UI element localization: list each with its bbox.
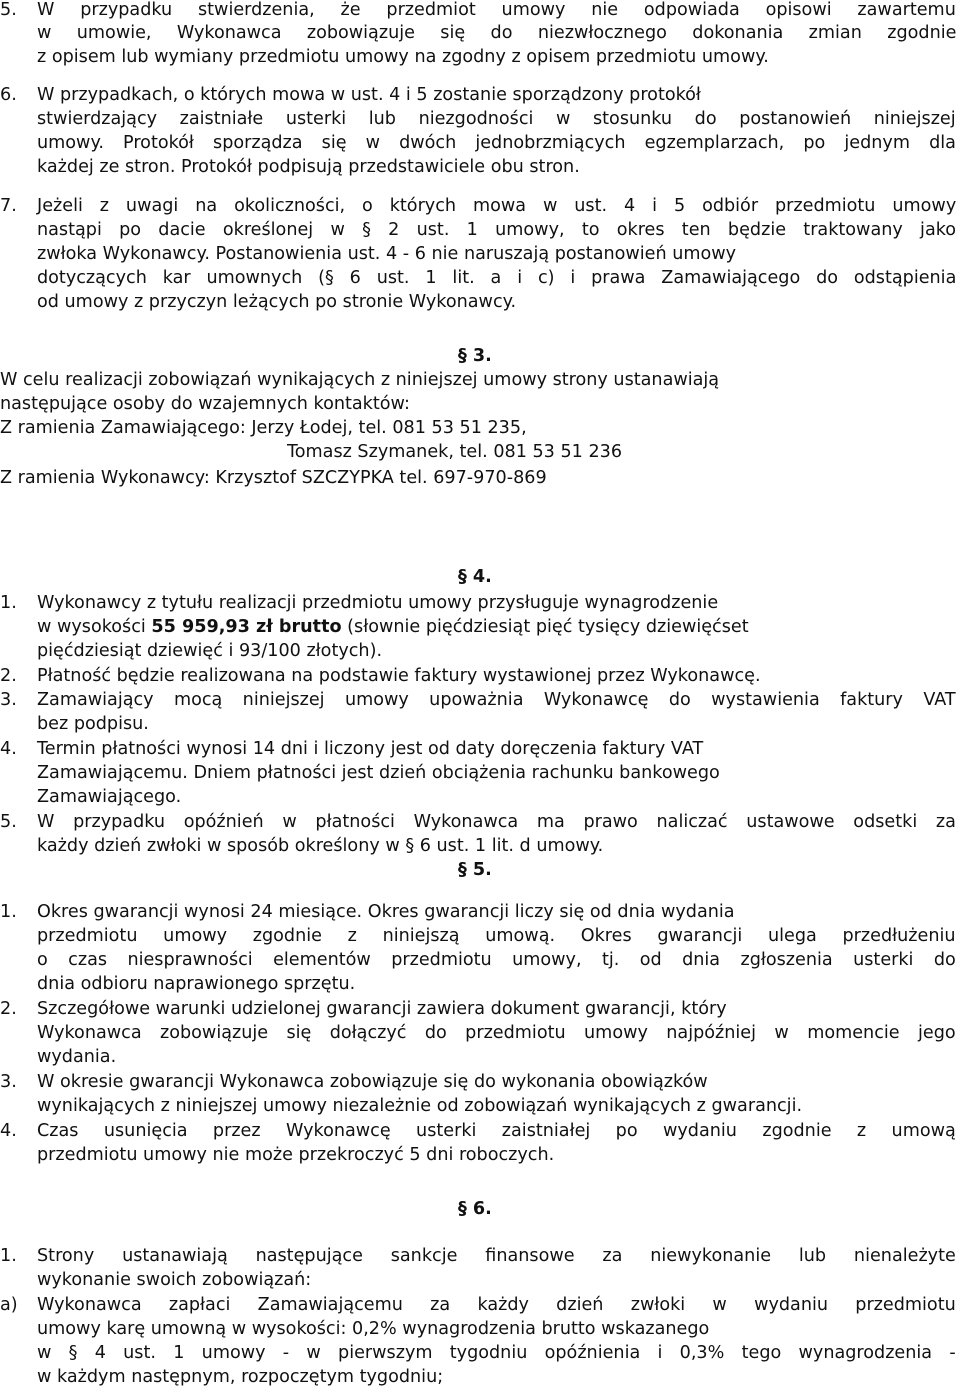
amount-bold: 55 959,93 zł brutto	[151, 617, 342, 637]
item-number: 7.	[0, 196, 17, 216]
item-number: 2.	[0, 999, 17, 1019]
item-number: 1.	[0, 902, 17, 922]
text-line: W przypadku stwierdzenia, że przedmiot umowy nie odpowiada opisowi zawartemu	[37, 0, 956, 20]
text-line: przedmiotu umowy nie może przekroczyć 5 dni roboczych.	[37, 1145, 555, 1165]
text-line: umowy. Protokół sporządza się w dwóch jednobrzmiących egzemplarzach, po jednym dla	[37, 133, 956, 153]
text-span: w wysokości	[37, 617, 152, 637]
text-line: W okresie gwarancji Wykonawca zobowiązuje się do wykonania obowiązków	[37, 1072, 708, 1092]
text-line: bez podpisu.	[37, 714, 149, 734]
item-number: a)	[0, 1295, 18, 1315]
section-heading: § 4.	[458, 567, 492, 587]
item-number: 5.	[0, 812, 17, 832]
text-span: (słownie pięćdziesiąt pięć tysięcy dziewięćset	[341, 617, 749, 637]
section-heading: § 5.	[458, 860, 492, 880]
text-line: Zamawiającemu. Dniem płatności jest dzień obciążenia rachunku bankowego	[37, 763, 720, 783]
text-line: w § 4 ust. 1 umowy - w pierwszym tygodniu opóźnienia i 0,3% tego wynagrodzenia -	[37, 1343, 956, 1363]
text-line: umowy karę umowną w wysokości: 0,2% wynagrodzenia brutto wskazanego	[37, 1319, 710, 1339]
text-line: w każdym następnym, rozpoczętym tygodniu;	[37, 1367, 444, 1387]
item-number: 3.	[0, 690, 17, 710]
text-line: Zamawiającego.	[37, 787, 182, 807]
text-line: Wykonawca zapłaci Zamawiającemu za każdy dzień zwłoki w wydaniu przedmiotu	[37, 1295, 956, 1315]
text-line	[37, 615, 749, 639]
text-line: Czas usunięcia przez Wykonawcę usterki zaistniałej po wydaniu zgodnie z umową	[37, 1121, 956, 1141]
text-line: Termin płatności wynosi 14 dni i liczony jest od daty doręczenia faktury VAT	[37, 739, 704, 759]
item-number: 5.	[0, 0, 17, 20]
text-line: wydania.	[37, 1047, 117, 1067]
item-number: 6.	[0, 85, 17, 105]
text-line: każdej ze stron. Protokół podpisują przedstawiciele obu stron.	[37, 157, 580, 177]
text-line: W celu realizacji zobowiązań wynikających z niniejszej umowy strony ustanawiają	[0, 370, 720, 390]
text-line: dotyczących kar umownych (§ 6 ust. 1 lit. a i c) i prawa Zamawiającego do odstąpienia	[37, 268, 957, 288]
text-line: o czas niesprawności elementów przedmiotu umowy, tj. od dnia zgłoszenia usterki do	[37, 950, 956, 970]
item-number: 4.	[0, 1121, 17, 1141]
item-number: 1.	[0, 593, 17, 613]
text-line: nastąpi po dacie określonej w § 2 ust. 1 umowy, to okres ten będzie traktowany jako	[37, 220, 957, 240]
text-line: stwierdzający zaistniałe usterki lub niezgodności w stosunku do postanowień niniejszej	[37, 109, 956, 129]
item-number: 2.	[0, 666, 17, 686]
text-line: W przypadkach, o których mowa w ust. 4 i 5 zostanie sporządzony protokół	[37, 85, 701, 105]
text-line: Strony ustanawiają następujące sankcje finansowe za niewykonanie lub nienależyte	[37, 1246, 956, 1266]
text-line: Zamawiający mocą niniejszej umowy upoważnia Wykonawcę do wystawienia faktury VAT	[37, 690, 956, 710]
text-line: Płatność będzie realizowana na podstawie faktury wystawionej przez Wykonawcę.	[37, 666, 761, 686]
text-line: W przypadku opóźnień w płatności Wykonawca ma prawo naliczać ustawowe odsetki za	[37, 812, 956, 832]
item-number: 4.	[0, 739, 17, 759]
text-line: pięćdziesiąt dziewięć i 93/100 złotych).	[37, 641, 383, 661]
text-line: Tomasz Szymanek, tel. 081 53 51 236	[287, 442, 623, 462]
text-line: Z ramienia Zamawiającego: Jerzy Łodej, tel. 081 53 51 235,	[0, 418, 527, 438]
text-line: Jeżeli z uwagi na okoliczności, o których mowa w ust. 4 i 5 odbiór przedmiotu umowy	[37, 196, 957, 216]
text-line: zwłoka Wykonawcy. Postanowienia ust. 4 - 6 nie naruszają postanowień umowy	[37, 244, 737, 264]
item-number: 3.	[0, 1072, 17, 1092]
section-heading: § 6.	[458, 1199, 492, 1219]
text-line: każdy dzień zwłoki w sposób określony w § 6 ust. 1 lit. d umowy.	[37, 836, 604, 856]
text-line: dnia odbioru naprawionego sprzętu.	[37, 974, 356, 994]
text-line: przedmiotu umowy zgodnie z niniejszą umową. Okres gwarancji ulega przedłużeniu	[37, 926, 956, 946]
text-line: następujące osoby do wzajemnych kontaktów:	[0, 394, 410, 414]
text-line: od umowy z przyczyn leżących po stronie Wykonawcy.	[37, 292, 517, 312]
item-number: 1.	[0, 1246, 17, 1266]
text-line: wykonanie swoich zobowiązań:	[37, 1270, 312, 1290]
text-line: Wykonawca zobowiązuje się dołączyć do przedmiotu umowy najpóźniej w momencie jego	[37, 1023, 956, 1043]
text-line: z opisem lub wymiany przedmiotu umowy na zgodny z opisem przedmiotu umowy.	[37, 47, 769, 67]
text-line: wynikających z niniejszej umowy niezależnie od zobowiązań wynikających z gwarancji.	[37, 1096, 803, 1116]
text-line: Wykonawcy z tytułu realizacji przedmiotu umowy przysługuje wynagrodzenie	[37, 593, 719, 613]
text-line: Szczegółowe warunki udzielonej gwarancji zawiera dokument gwarancji, który	[37, 999, 727, 1019]
text-line: Okres gwarancji wynosi 24 miesiące. Okres gwarancji liczy się od dnia wydania	[37, 902, 735, 922]
section-heading: § 3.	[458, 346, 492, 366]
text-line: w umowie, Wykonawca zobowiązuje się do niezwłocznego dokonania zmian zgodnie	[37, 23, 957, 43]
text-line: Z ramienia Wykonawcy: Krzysztof SZCZYPKA tel. 697-970-869	[0, 468, 547, 488]
